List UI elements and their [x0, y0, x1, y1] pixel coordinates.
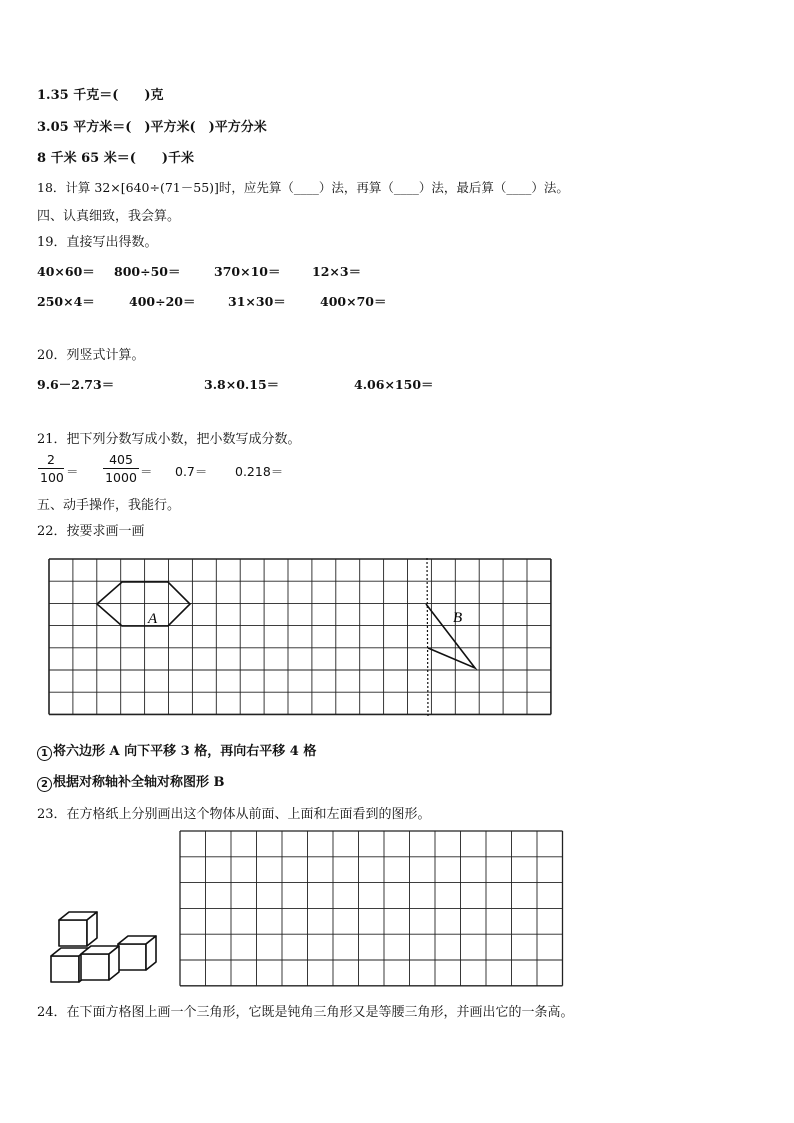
- q20-item: 9.6－2.73＝: [37, 377, 115, 392]
- question-21-title: 21．把下列分数写成小数，把小数写成分数。: [37, 432, 301, 447]
- conversion-line-1: 1.35 千克＝( )克: [37, 88, 164, 103]
- q20-item: 3.8×0.15＝: [204, 377, 280, 392]
- question-20-title: 20．列竖式计算。: [37, 348, 145, 363]
- question-23-title: 23．在方格纸上分别画出这个物体从前面、上面和左面看到的图形。: [37, 807, 431, 822]
- q19-item: 800÷50＝: [114, 264, 181, 279]
- task-2-text: 根据对称轴补全轴对称图形 B: [53, 775, 225, 790]
- question-19-title: 19．直接写出得数。: [37, 235, 158, 250]
- conversion-line-2: 3.05 平方米＝( )平方米( )平方分米: [37, 120, 267, 135]
- q20-item: 4.06×150＝: [354, 377, 434, 392]
- q19-item: 400×70＝: [320, 294, 387, 309]
- fraction-denominator: 1000: [105, 470, 137, 485]
- task-1-text: 将六边形 A 向下平移 3 格，再向右平移 4 格: [53, 744, 317, 759]
- cube: [59, 912, 97, 946]
- circled-number-1: 1: [37, 746, 52, 761]
- label-b: B: [453, 610, 463, 626]
- cube: [81, 946, 119, 980]
- decimal-item: 0.218＝: [235, 464, 284, 479]
- question-18: 18．计算 32×[640÷(71－55)]时，应先算（____）法，再算（____）法，最后算（____）法。: [37, 180, 569, 195]
- circled-number-2: 2: [37, 777, 52, 792]
- conversion-line-3: 8 千米 65 米＝( )千米: [37, 151, 195, 166]
- fraction-denominator: 100: [40, 470, 64, 485]
- fraction-numerator: 405: [109, 452, 133, 467]
- section-4-heading: 四、认真细致，我会算。: [37, 209, 181, 224]
- q19-item: 400÷20＝: [129, 294, 196, 309]
- section-5-heading: 五、动手操作，我能行。: [37, 498, 181, 513]
- label-a: A: [148, 611, 158, 627]
- question-24-title: 24．在下面方格图上画一个三角形，它既是钝角三角形又是等腰三角形，并画出它的一条高。: [37, 1005, 574, 1020]
- equals-sign: ＝: [140, 464, 153, 479]
- q19-item: 31×30＝: [228, 294, 286, 309]
- q19-item: 370×10＝: [214, 264, 281, 279]
- cube: [118, 936, 156, 970]
- decimal-item: 0.7＝: [175, 464, 208, 479]
- equals-sign: ＝: [66, 464, 79, 479]
- q19-item: 250×4＝: [37, 294, 95, 309]
- q19-item: 12×3＝: [312, 264, 362, 279]
- fraction-numerator: 2: [47, 452, 55, 467]
- question-22-title: 22．按要求画一画: [37, 524, 145, 539]
- q19-item: 40×60＝: [37, 264, 95, 279]
